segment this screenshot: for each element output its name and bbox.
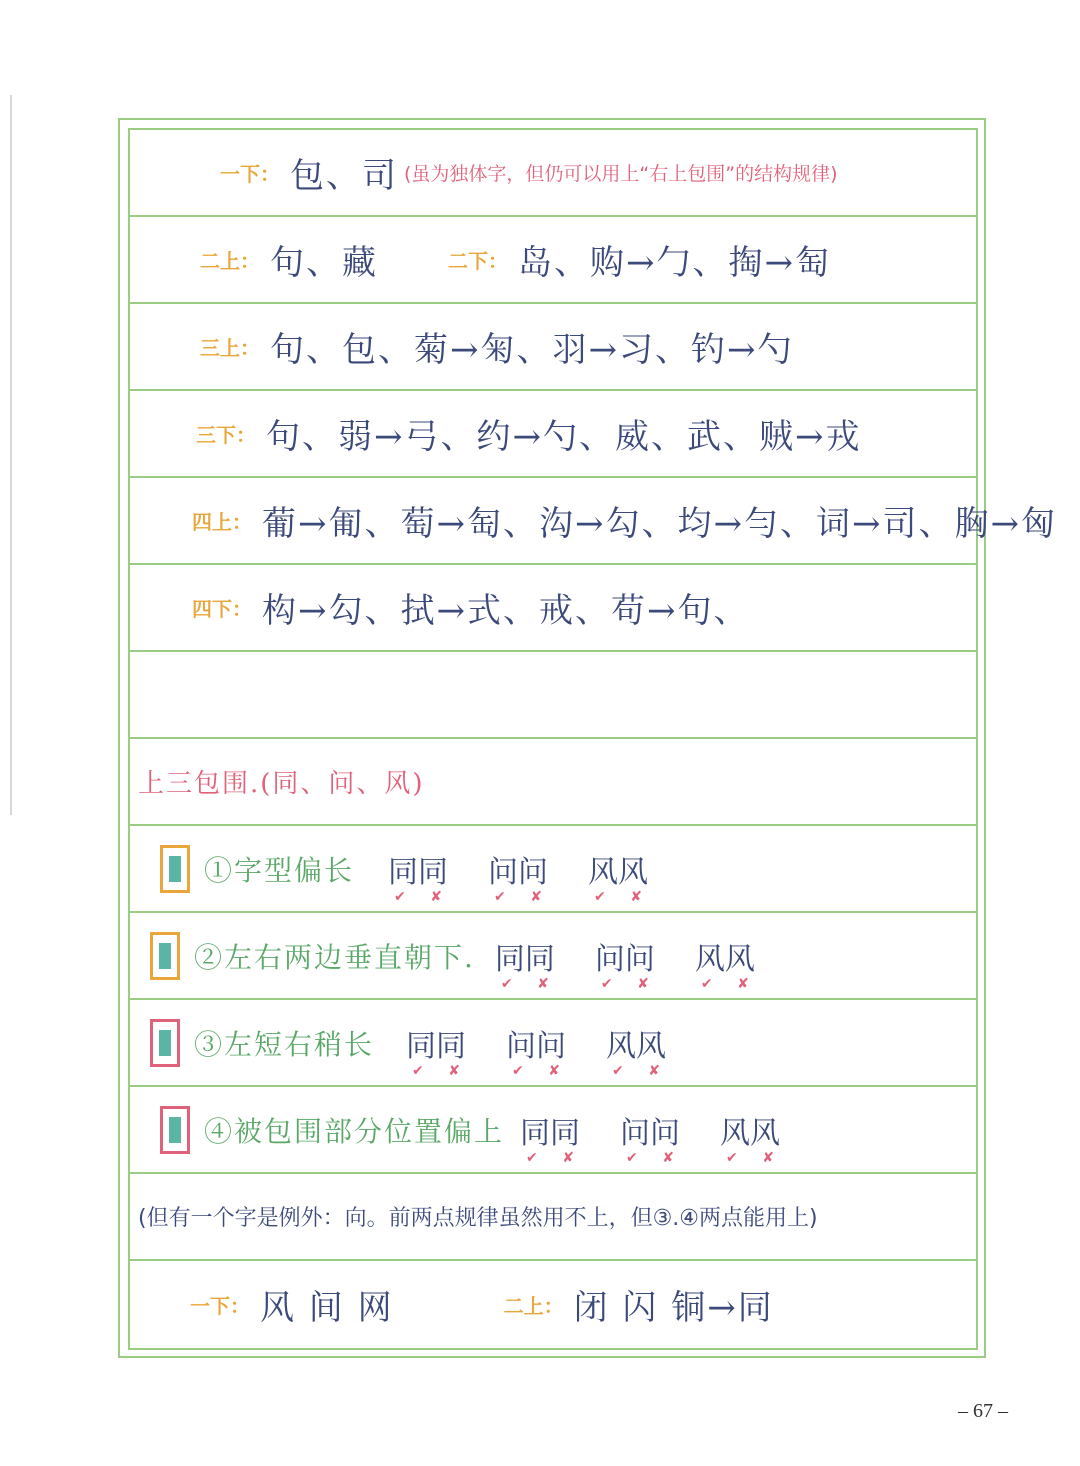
row-3 bbox=[130, 304, 976, 391]
row-10 bbox=[130, 913, 976, 1000]
row-2 bbox=[130, 217, 976, 304]
example-chars: 葡→匍、萄→匋、沟→勾、均→勻、词→司、胸→匈 bbox=[262, 504, 1057, 544]
row-6 bbox=[130, 565, 976, 652]
section-title: 上三包围.(同、问、风) bbox=[138, 769, 425, 799]
structure-diagram-icon bbox=[160, 1106, 190, 1154]
page-gutter-line bbox=[10, 95, 12, 815]
example-chars: 句、包、菊→匊、羽→习、钓→勺 bbox=[270, 330, 794, 370]
pair: 问问 ✔ ✘ bbox=[506, 1028, 567, 1079]
note-text: (虽为独体字，但仍可以用上“右上包围”的结构规律) bbox=[404, 163, 838, 185]
grade-label: 二上： bbox=[200, 249, 260, 273]
row-12 bbox=[130, 1087, 976, 1174]
grade-label: 三上： bbox=[200, 336, 260, 360]
pair: 同同 ✔ ✘ bbox=[494, 941, 555, 992]
pair: 风风 ✔ ✘ bbox=[694, 941, 755, 992]
pair: 同同 ✔ ✘ bbox=[388, 854, 449, 905]
example-chars: 闭 闪 铜→同 bbox=[573, 1288, 774, 1328]
example-chars: 风 间 网 bbox=[260, 1288, 394, 1328]
example-chars: 构→勾、拭→式、戒、苟→句、 bbox=[262, 591, 750, 631]
pair: 问问 ✔ ✘ bbox=[488, 854, 549, 905]
row-13 bbox=[130, 1174, 976, 1261]
pair: 同同 ✔ ✘ bbox=[406, 1028, 467, 1079]
pair: 风风 ✔ ✘ bbox=[588, 854, 649, 905]
grade-label: 四上： bbox=[192, 510, 252, 534]
grade-label: 四下： bbox=[192, 597, 252, 621]
row-14 bbox=[130, 1261, 976, 1348]
grade-label: 一下： bbox=[190, 1294, 250, 1318]
row-8 bbox=[130, 739, 976, 826]
example-chars: 句、弱→弓、约→勺、威、武、贼→戎 bbox=[266, 417, 862, 457]
structure-diagram-icon bbox=[150, 1019, 180, 1067]
grade-label: 二下： bbox=[448, 249, 508, 273]
pair: 同同 ✔ ✘ bbox=[520, 1115, 581, 1166]
row-11 bbox=[130, 1000, 976, 1087]
structure-diagram-icon bbox=[160, 845, 190, 893]
pair: 风风 ✔ ✘ bbox=[720, 1115, 781, 1166]
rule-text: ①字型偏长 bbox=[204, 853, 355, 887]
rule-text: ④被包围部分位置偏上 bbox=[204, 1114, 505, 1148]
example-chars: 句、藏 bbox=[270, 243, 378, 283]
rule-text: ②左右两边垂直朝下. bbox=[194, 940, 475, 974]
row-1 bbox=[130, 130, 976, 217]
pair: 风风 ✔ ✘ bbox=[606, 1028, 667, 1079]
exception-note: (但有一个字是例外：向。前两点规律虽然用不上，但③.④两点能用上) bbox=[138, 1206, 818, 1231]
grade-label: 三下： bbox=[196, 423, 256, 447]
row-7-empty bbox=[130, 652, 976, 739]
grade-label: 二上： bbox=[503, 1294, 564, 1318]
grade-label: 一下： bbox=[220, 162, 280, 186]
row-5 bbox=[130, 478, 1057, 565]
example-chars: 岛、购→勹、掏→匋 bbox=[518, 243, 831, 283]
example-chars: 包、司 bbox=[290, 156, 398, 196]
pair: 问问 ✔ ✘ bbox=[594, 941, 655, 992]
page-number: – 67 – bbox=[958, 1400, 1008, 1422]
structure-diagram-icon bbox=[150, 932, 180, 980]
row-9 bbox=[130, 826, 976, 913]
row-4 bbox=[130, 391, 976, 478]
pair: 问问 ✔ ✘ bbox=[620, 1115, 681, 1166]
rule-text: ③左短右稍长 bbox=[194, 1027, 375, 1061]
